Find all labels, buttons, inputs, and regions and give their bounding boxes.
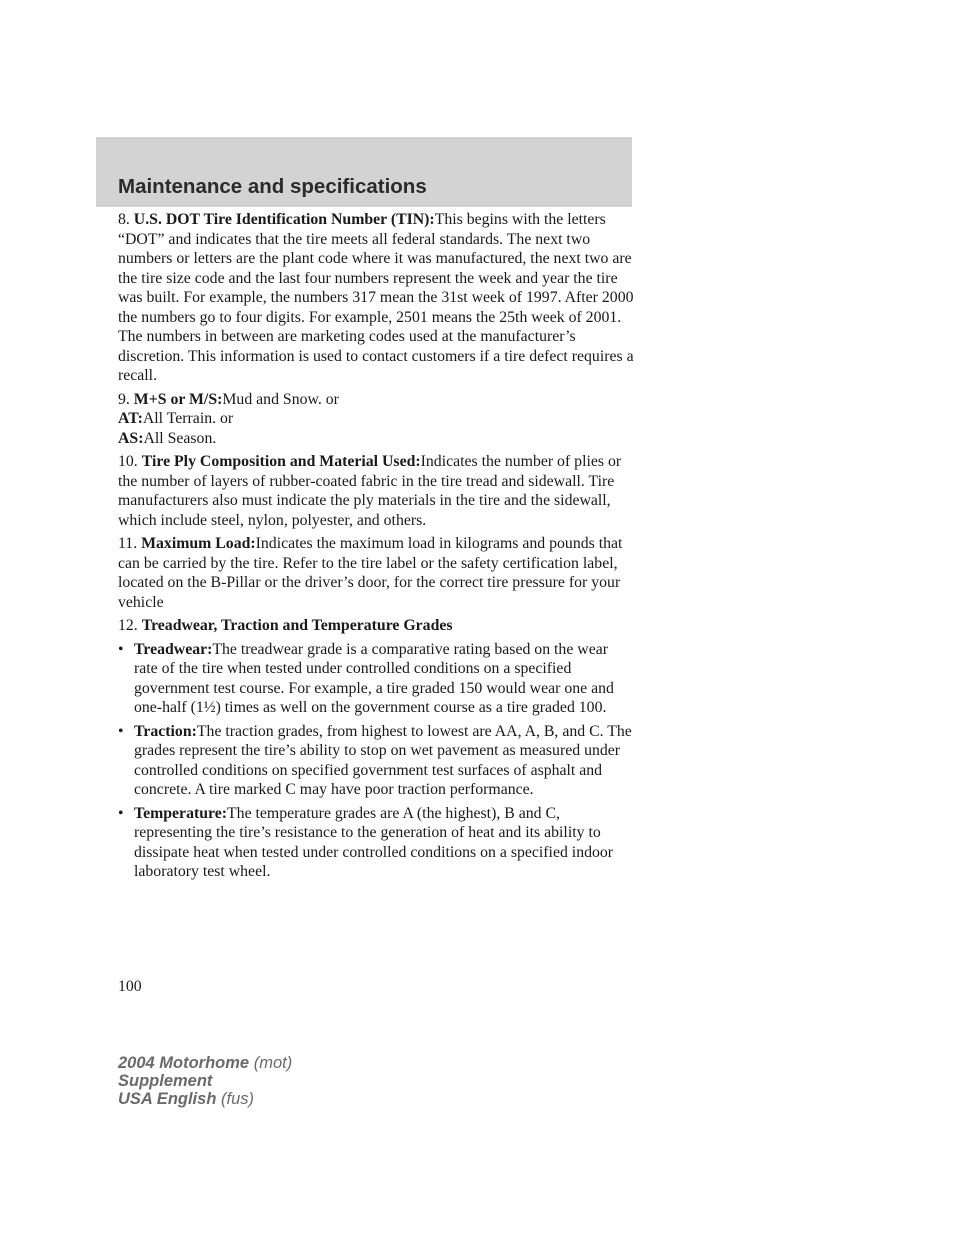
- item-9-number: 9.: [118, 390, 134, 408]
- item-12-term: Treadwear, Traction and Temperature Grades: [141, 617, 453, 634]
- item-9-term-3: AS:: [118, 429, 144, 447]
- item-9-line-3: [118, 429, 634, 449]
- footer-model-code: (mot): [249, 1054, 293, 1072]
- item-9-term-2: AT:: [118, 410, 143, 427]
- item-8-term: U.S. DOT Tire Identification Number (TIN):: [133, 211, 435, 228]
- footer-language-code: (fus): [216, 1090, 254, 1108]
- bullet-treadwear-term: Treadwear:: [134, 640, 213, 658]
- item-12-number: 12.: [118, 617, 142, 634]
- footer-line-2: [118, 1072, 292, 1090]
- item-12: [118, 616, 634, 636]
- item-8-text: This begins with the letters “DOT” and indicates that the tire meets all federal standards. The next two numbers or letters are the plant code where it was manufactured, the next two are the tire size code and the last four numbers represent the week and year the tire was built. For example, the numbers 317 mean the 31st week of 1997. After 2000 the numbers go to four digits. For example, 2501 means the 25th week of 2001. The numbers in between are marketing codes used at the manufacturer’s discretion. This information is used to contact customers if a tire defect requires a recall.: [118, 211, 634, 384]
- item-9-line-1: [118, 390, 634, 410]
- bullet-treadwear-text: The treadwear grade is a comparative rating based on the wear rate of the tire when tested under controlled conditions on a specified government test course. For example, a tire graded 150 would wear one and one-half (1½) times as well on the government course as a tire graded 100.: [134, 640, 614, 716]
- page-content: [118, 210, 634, 886]
- item-10-text: Indicates the number of plies or the number of layers of rubber-coated fabric in the tire tread and sidewall. Tire manufacturers also must indicate the ply materials in the tire and the sidewall, which include steel, nylon, polyester, and others.: [118, 453, 622, 529]
- item-9-line-2: [118, 409, 634, 429]
- bullet-traction-text: The traction grades, from highest to lowest are AA, A, B, and C. The grades represent the tire’s ability to stop on wet pavement as measured under controlled conditions on specified government test surfaces of asphalt and concrete. A tire marked C may have poor traction performance.: [134, 722, 632, 798]
- item-11-text: Indicates the maximum load in kilograms and pounds that can be carried by the tire. Refer to the tire label or the safety certification label, located on the B-Pillar or the driver’s door, for the correct tire pressure for your vehicle: [118, 535, 623, 611]
- footer-line-1: [118, 1054, 292, 1072]
- page-number: 100: [118, 978, 142, 995]
- bullet-traction-term: Traction:: [134, 722, 197, 740]
- item-8-number: 8.: [118, 211, 134, 228]
- bullet-temperature-text: The temperature grades are A (the highest), B and C, representing the tire’s resistance to the generation of heat and its ability to dissipate heat when tested under controlled conditions on a specified indoor laboratory test wheel.: [134, 804, 614, 880]
- section-header-band: [96, 137, 632, 207]
- footer-line-3: [118, 1090, 292, 1108]
- item-11-number: 11.: [118, 535, 142, 552]
- bullet-treadwear: [118, 640, 634, 718]
- item-11: [118, 534, 634, 612]
- bullet-icon: •: [118, 640, 124, 658]
- section-title: Maintenance and specifications: [118, 175, 427, 198]
- bullet-icon: •: [118, 804, 124, 822]
- item-10: [118, 452, 634, 530]
- grades-bullet-list: [118, 640, 634, 882]
- item-10-number: 10.: [118, 453, 142, 470]
- document-footer: [118, 1054, 292, 1108]
- bullet-temperature-term: Temperature:: [134, 804, 228, 822]
- item-10-term: Tire Ply Composition and Material Used:: [141, 453, 421, 470]
- bullet-traction: [118, 722, 634, 800]
- item-11-term: Maximum Load:: [141, 535, 256, 552]
- item-8: [118, 210, 634, 386]
- item-9-text-2: All Terrain. or: [142, 410, 234, 427]
- bullet-temperature: [118, 804, 634, 882]
- item-9-term-1: M+S or M/S:: [133, 390, 223, 408]
- item-9-text-3: All Season.: [143, 429, 217, 447]
- footer-doc-type: Supplement: [118, 1072, 213, 1090]
- footer-model: 2004 Motorhome: [118, 1054, 250, 1072]
- footer-language: USA English: [118, 1090, 217, 1108]
- item-9-text-1: Mud and Snow. or: [222, 390, 339, 408]
- bullet-icon: •: [118, 722, 124, 740]
- item-9: [118, 390, 634, 449]
